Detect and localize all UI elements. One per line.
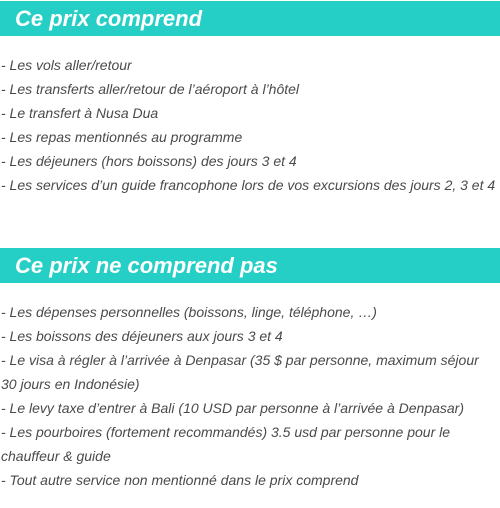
list-item: - Tout autre service non mentionné dans le prix comprend [1, 472, 359, 488]
list-item: - Les déjeuners (hors boissons) des jours 3 et 4 [1, 153, 297, 169]
list-item: - Les transferts aller/retour de l’aéroport à l’hôtel [1, 81, 300, 97]
list-item: - Les pourboires (fortement recommandés) 3.5 usd par personne pour le chauffeur & guide [1, 424, 451, 464]
list-item: - Le visa à régler à l’arrivée à Denpasar (35 $ par personne, maximum séjour 30 jours en Indonésie) [1, 352, 479, 392]
list-item: - Le transfert à Nusa Dua [1, 105, 159, 121]
list-item: - Les boissons des déjeuners aux jours 3 et 4 [1, 328, 283, 344]
list-item: - Les dépenses personnelles (boissons, linge, téléphone, …) [1, 304, 377, 320]
list-item: - Les repas mentionnés au programme [1, 129, 243, 145]
list-item: - Les vols aller/retour [1, 57, 132, 73]
included-section-title: Ce prix comprend [0, 1, 500, 36]
list-item: - Le levy taxe d’entrer à Bali (10 USD par personne à l’arrivée à Denpasar) [1, 400, 465, 416]
excluded-list [0, 300, 500, 492]
list-item: - Les services d’un guide francophone lors de vos excursions des jours 2, 3 et 4 [1, 177, 496, 193]
included-list [0, 53, 500, 197]
excluded-section-title: Ce prix ne comprend pas [0, 248, 500, 283]
